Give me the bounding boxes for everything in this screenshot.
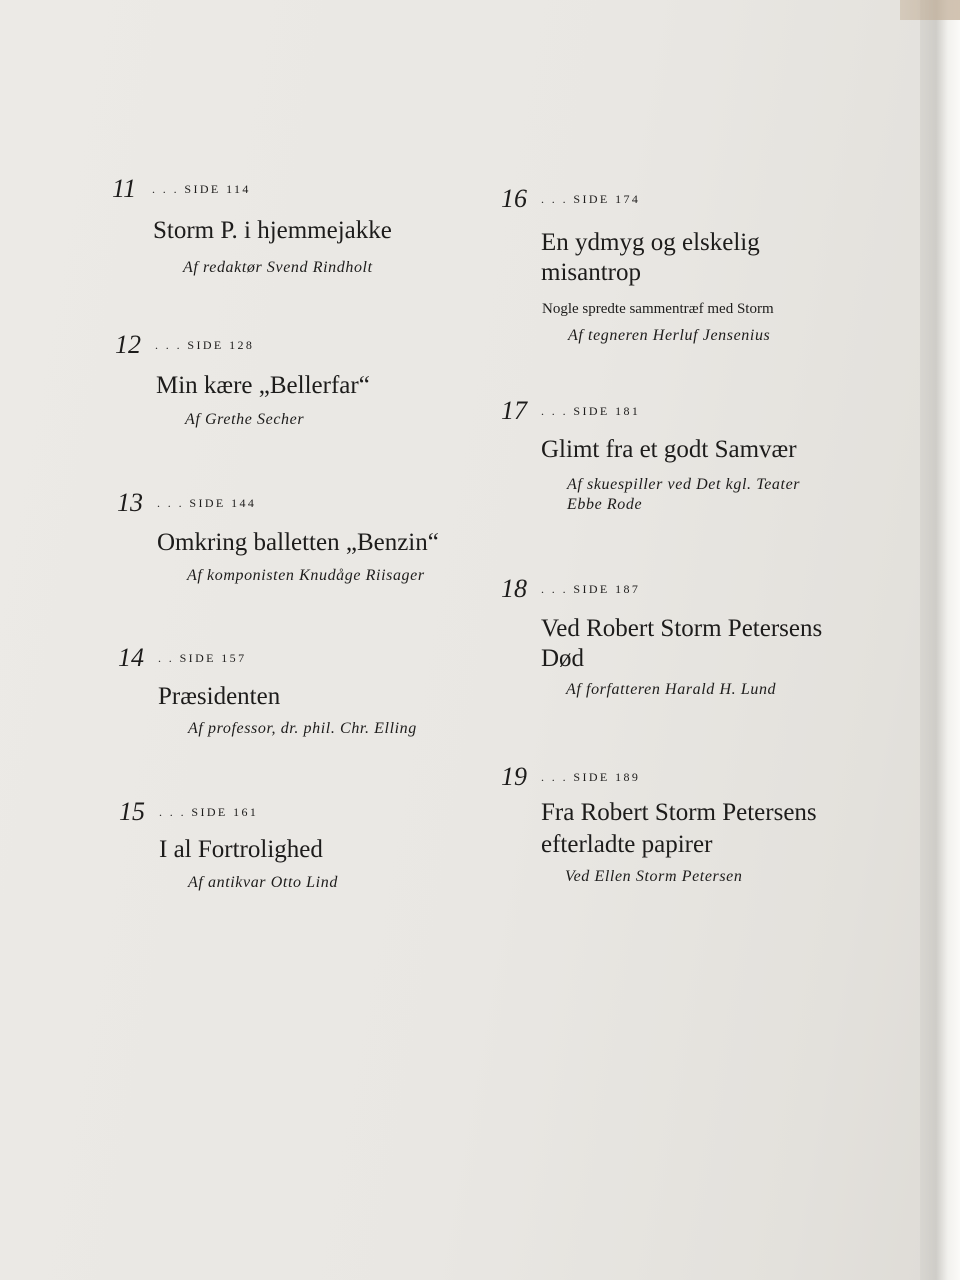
entry-number: 11 [112,174,137,203]
entry-heading [501,762,640,792]
entry-author: Af redaktør Svend Rindholt [183,259,373,276]
entry-title-line-2: Død [541,645,585,672]
entry-number: 19 [501,762,527,791]
entry-heading [112,174,251,204]
entry-heading [115,330,254,360]
entry-page-ref: . . . SIDE 189 [541,770,641,784]
entry-heading [501,184,640,214]
entry-author: Af forfatteren Harald H. Lund [566,681,777,698]
page-edge-top [900,0,960,20]
entry-title: Omkring balletten „Benzin“ [157,529,439,556]
entry-title: Min kære „Bellerfar“ [156,372,370,399]
entry-author-line-2: Ebbe Rode [567,496,643,513]
entry-author-line-1: Af skuespiller ved Det kgl. Teater [567,476,801,493]
entry-page-ref: . . . SIDE 144 [157,496,257,510]
entry-number: 18 [501,574,527,603]
entry-title-line-1: Fra Robert Storm Petersens [541,799,817,826]
entry-heading [118,643,246,673]
entry-number: 17 [501,396,527,425]
entry-page-ref: . . . SIDE 181 [541,404,641,418]
entry-number: 16 [501,184,527,213]
entry-heading [501,574,640,604]
entry-page-ref: . . . SIDE 128 [155,338,255,352]
entry-number: 12 [115,330,141,359]
entry-title-line-1: Ved Robert Storm Petersens [541,615,823,642]
entry-title: Storm P. i hjemmejakke [153,217,392,244]
entry-author: Af komponisten Knudåge Riisager [187,567,425,584]
entry-page-ref: . . . SIDE 161 [159,805,259,819]
page-edge [920,0,960,1280]
entry-author: Ved Ellen Storm Petersen [565,868,743,885]
entry-number: 14 [118,643,144,672]
entry-author: Af tegneren Herluf Jensenius [568,327,771,344]
entry-number: 13 [117,488,143,517]
entry-title: Præsidenten [158,683,281,710]
entry-author: Af antikvar Otto Lind [188,874,338,891]
entry-subtitle: Nogle spredte sammentræf med Storm [542,301,774,317]
entry-title-line-1: En ydmyg og elskelig [541,229,760,256]
entry-heading [119,797,258,827]
entry-heading [501,396,640,426]
entry-number: 15 [119,797,145,826]
entry-title-line-2: misantrop [541,259,641,286]
entry-title-line-2: efterladte papirer [541,831,713,858]
entry-title: Glimt fra et godt Samvær [541,436,797,463]
entry-page-ref: . . . SIDE 174 [541,192,641,206]
entry-page-ref: . . SIDE 157 [158,651,247,665]
entry-heading [117,488,256,518]
entry-author: Af professor, dr. phil. Chr. Elling [188,720,417,737]
entry-page-ref: . . . SIDE 187 [541,582,641,596]
entry-page-ref: . . . SIDE 114 [152,182,251,196]
entry-title: I al Fortrolighed [159,836,323,863]
entry-author: Af Grethe Secher [185,411,305,428]
